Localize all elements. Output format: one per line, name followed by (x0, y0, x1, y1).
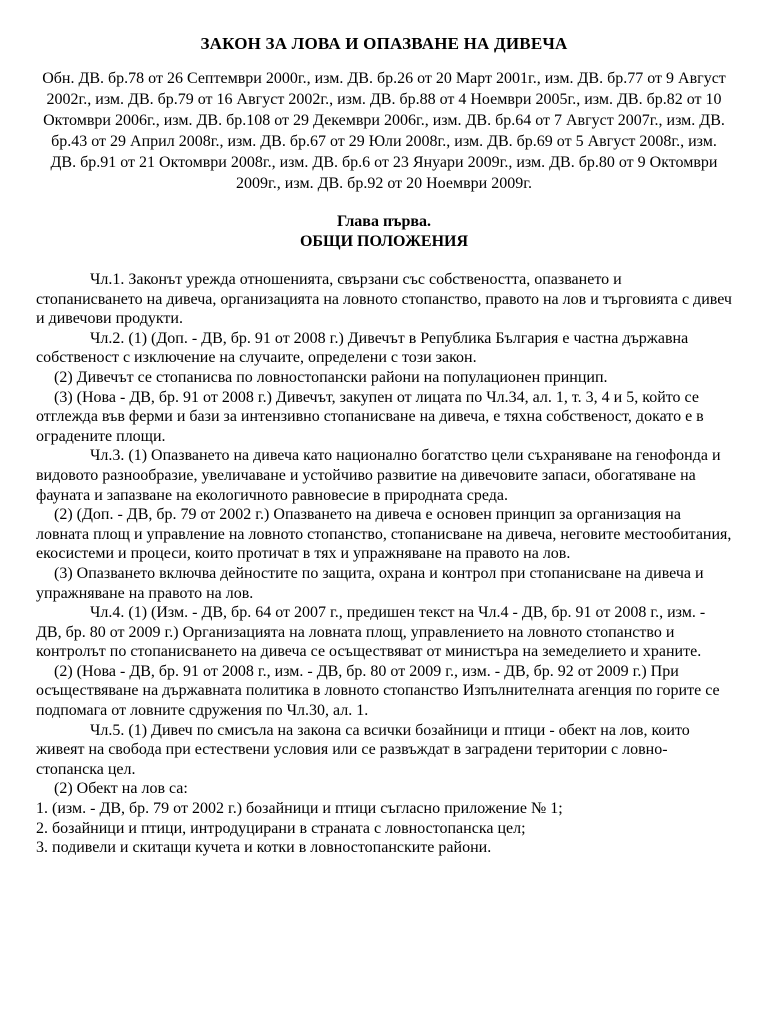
article-2-para-2: (2) Дивечът се стопанисва по ловностопански райони на популационен принцип. (54, 368, 608, 386)
article-5-para-2: (2) Обект на лов са: (54, 780, 188, 798)
chapter-label: Глава първа. (336, 213, 432, 230)
publication-info: Обн. ДВ. бр.78 от 26 Септември 2000г., изм. ДВ. бр.26 от 20 Март 2001г., изм. ДВ. бр.77 от 9 Август 2002г., изм. ДВ. бр.79 от 16 Август 2002г., изм. ДВ. бр.88 от 4 Ноември 2005г., изм. ДВ. бр.82 от 10 Октомври 2006г., изм. ДВ. бр.108 от 29 Декември 2006г., изм. ДВ. бр.64 от 7 Август 2007г., изм. ДВ. бр.43 от 29 Април 2008г., изм. ДВ. бр.67 от 29 Юли 2008г., изм. ДВ. бр.69 от 5 Август 2008г., изм. ДВ. бр.91 от 21 Октомври 2008г., изм. ДВ. бр.6 от 23 Януари 2009г., изм. ДВ. бр.80 от 9 Октомври 2009г., изм. ДВ. бр.92 от 20 Ноември 2009г. (42, 70, 726, 192)
list-item: 1. (изм. - ДВ, бр. 79 от 2002 г.) бозайници и птици съгласно приложение № 1; (36, 800, 563, 818)
article-4-para-2: (2) (Нова - ДВ, бр. 91 от 2008 г., изм. - ДВ, бр. 80 от 2009 г., изм. - ДВ, бр. 92 от 2009 г.) При осъществяване на държавната политика в ловното стопанство Изпълнителната агенция по горите се подпомага от ловните сдружения по Чл.30, ал. 1. (36, 662, 720, 720)
article-3-para-1: Чл.3. (1) Опазването на дивеча като национално богатство цели съхраняване на генофонда и видовото разнообразие, увеличаване и устойчиво развитие на дивечовите запаси, обогатяване на фауната и запазване на екологичното равновесие в природната среда. (36, 447, 721, 504)
article-5-para-1: Чл.5. (1) Дивеч по смисъла на закона са всички бозайници и птици - обект на лов, които живеят на свобода при естествени условия или се развъждат в заградени територии с ловно-стопанска цел. (36, 721, 690, 778)
article-2-para-1: Чл.2. (1) (Доп. - ДВ, бр. 91 от 2008 г.) Дивечът в Република България е частна държавна собственост с изключение на случаите, определени с този закон. (36, 329, 689, 367)
body-text (36, 270, 732, 858)
list-item: 3. подивели и скитащи кучета и котки в ловностопанските райони. (36, 839, 492, 857)
article-3-para-3: (3) Опазването включва дейностите по защита, охрана и контрол при стопанисване на дивеча и упражняване на правото на лов. (36, 564, 704, 602)
article-1: Чл.1. Законът урежда отношенията, свързани със собствеността, опазването и стопанисването на дивеча, организацията на ловното стопанство, правото на лов и търговията с дивеч и дивечови продукти. (36, 271, 732, 328)
chapter-title: ОБЩИ ПОЛОЖЕНИЯ (299, 233, 469, 250)
article-3-para-2: (2) (Доп. - ДВ, бр. 79 от 2002 г.) Опазването на дивеча е основен принцип за организация на ловната площ и управление на ловното стопанство, стопанисване на дивеча, неговите местообитания, екосистеми и процеси, които протичат в тях и упражняване на правото на лов. (36, 506, 732, 563)
document-title: ЗАКОН ЗА ЛОВА И ОПАЗВАНЕ НА ДИВЕЧА (200, 34, 568, 53)
article-4-para-1: Чл.4. (1) (Изм. - ДВ, бр. 64 от 2007 г., предишен текст на Чл.4 - ДВ, бр. 91 от 2008 г., изм. - ДВ, бр. 80 от 2009 г.) Организацията на ловната площ, управлението на ловното стопанство и контролът по стопанисването на дивеча се осъществяват от министъра на земеделието и храните. (36, 604, 706, 661)
article-2-para-3: (3) (Нова - ДВ, бр. 91 от 2008 г.) Дивечът, закупен от лицата по Чл.34, ал. 1, т. 3, 4 и 5, който се отглежда във ферми и бази за интензивно стопанисване на дивеча, е тяхна собственост, докато е в оградените площи. (36, 388, 704, 445)
list-item: 2. бозайници и птици, интродуцирани в страната с ловностопанска цел; (36, 819, 526, 837)
